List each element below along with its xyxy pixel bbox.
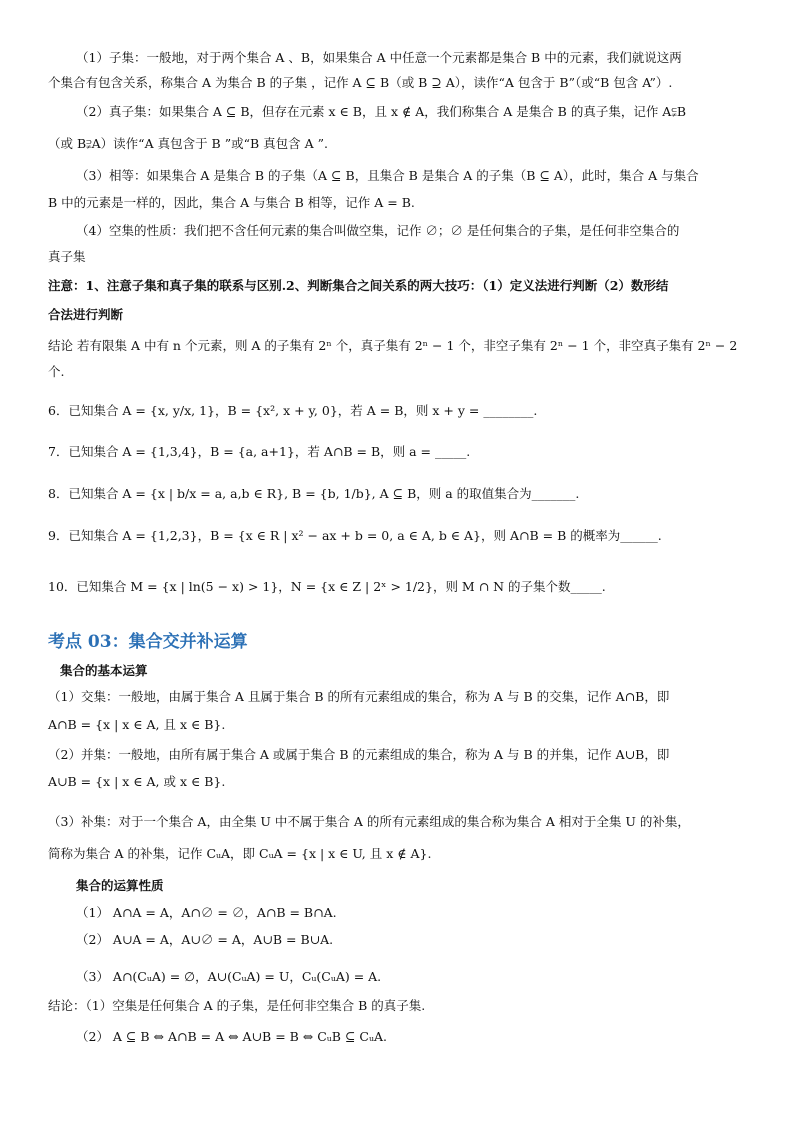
note-line1: 注意：1、注意子集和真子集的联系与区别.2、判断集合之间关系的两大技巧：（1）定义法进行判断（2）数形结 xyxy=(48,278,669,293)
equal-sets-line2: B 中的元素是一样的，因此，集合 A 与集合 B 相等，记作 A = B. xyxy=(48,195,415,210)
conclusion-line2: 个. xyxy=(48,364,65,379)
equal-sets-line1: （3）相等：如果集合 A 是集合 B 的子集（A ⊆ B，且集合 B 是集合 A 的子集（B ⊆ A），此时，集合 A 与集合 xyxy=(76,168,699,183)
complement-line1: （3）补集：对于一个集合 A，由全集 U 中不属于集合 A 的所有元素组成的集合称为集合 A 相对于全集 U 的补集， xyxy=(48,814,690,829)
intersection-line1: （1）交集：一般地，由属于集合 A 且属于集合 B 的所有元素组成的集合，称为 A 与 B 的交集，记作 A∩B，即 xyxy=(48,689,670,704)
empty-set-line2: 真子集 xyxy=(48,249,86,264)
property-1: （1） A∩A = A，A∩∅ = ∅，A∩B = B∩A. xyxy=(76,905,337,920)
proper-subset-line2: （或 B⫌A）读作“A 真包含于 B ”或“B 真包含 A ”. xyxy=(48,136,328,151)
empty-set-line1: （4）空集的性质：我们把不含任何元素的集合叫做空集，记作 ∅；∅ 是任何集合的子集，是任何非空集合的 xyxy=(76,223,680,238)
intersection-line2: A∩B = {x | x ∈ A, 且 x ∈ B}. xyxy=(48,717,226,732)
subset-definition-line1: （1）子集：一般地，对于两个集合 A 、B，如果集合 A 中任意一个元素都是集合 B 中的元素，我们就说这两 xyxy=(76,50,682,65)
final-conclusion-line1: 结论：（1）空集是任何集合 A 的子集，是任何非空集合 B 的真子集. xyxy=(48,998,426,1013)
subset-definition-line2: 个集合有包含关系，称集合 A 为集合 B 的子集 ，记作 A ⊆ B（或 B ⊇ A），读作“A 包含于 B”（或“B 包含 A”）. xyxy=(48,75,673,90)
complement-line2: 简称为集合 A 的补集，记作 CᵤA，即 CᵤA = {x | x ∈ U, 且 x ∉ A}. xyxy=(48,846,432,861)
property-3: （3） A∩(CᵤA) = ∅，A∪(CᵤA) = U，Cᵤ(CᵤA) = A. xyxy=(76,969,382,984)
section-heading: 考点 03：集合交并补运算 xyxy=(48,632,248,652)
union-line1: （2）并集：一般地，由所有属于集合 A 或属于集合 B 的元素组成的集合，称为 A 与 B 的并集，记作 A∪B，即 xyxy=(48,747,670,762)
final-conclusion-line2: （2） A ⊆ B ⇔ A∩B = A ⇔ A∪B = B ⇔ CᵤB ⊆ CᵤA. xyxy=(76,1029,387,1044)
property-2: （2） A∪A = A，A∪∅ = A，A∪B = B∪A. xyxy=(76,932,334,947)
note-line2: 合法进行判断 xyxy=(48,307,124,322)
conclusion-line1: 结论 若有限集 A 中有 n 个元素，则 A 的子集有 2ⁿ 个，真子集有 2ⁿ − 1 个，非空子集有 2ⁿ − 1 个，非空真子集有 2ⁿ − 2 xyxy=(48,338,738,353)
problem-7: 7．已知集合 A = {1,3,4}，B = {a, a+1}，若 A∩B = B，则 a = _____. xyxy=(48,444,471,459)
problem-9: 9．已知集合 A = {1,2,3}，B = {x ∈ R | x² − ax + b = 0, a ∈ A, b ∈ A}，则 A∩B = B 的概率为______. xyxy=(48,528,662,543)
proper-subset-line1: （2）真子集：如果集合 A ⊆ B，但存在元素 x ∈ B，且 x ∉ A，我们称集合 A 是集合 B 的真子集，记作 A⫋B xyxy=(76,104,687,119)
basic-operations-title: 集合的基本运算 xyxy=(60,663,148,678)
problem-6: 6．已知集合 A = {x, y/x, 1}，B = {x², x + y, 0}，若 A = B，则 x + y = ________. xyxy=(48,403,538,418)
problem-10: 10．已知集合 M = {x | ln(5 − x) > 1}，N = {x ∈ Z | 2ˣ > 1/2}，则 M ∩ N 的子集个数_____. xyxy=(48,579,606,594)
problem-8: 8．已知集合 A = {x | b/x = a, a,b ∈ R}, B = {b, 1/b}, A ⊆ B，则 a 的取值集合为_______. xyxy=(48,486,580,501)
properties-title: 集合的运算性质 xyxy=(76,878,164,893)
union-line2: A∪B = {x | x ∈ A, 或 x ∈ B}. xyxy=(48,774,226,789)
